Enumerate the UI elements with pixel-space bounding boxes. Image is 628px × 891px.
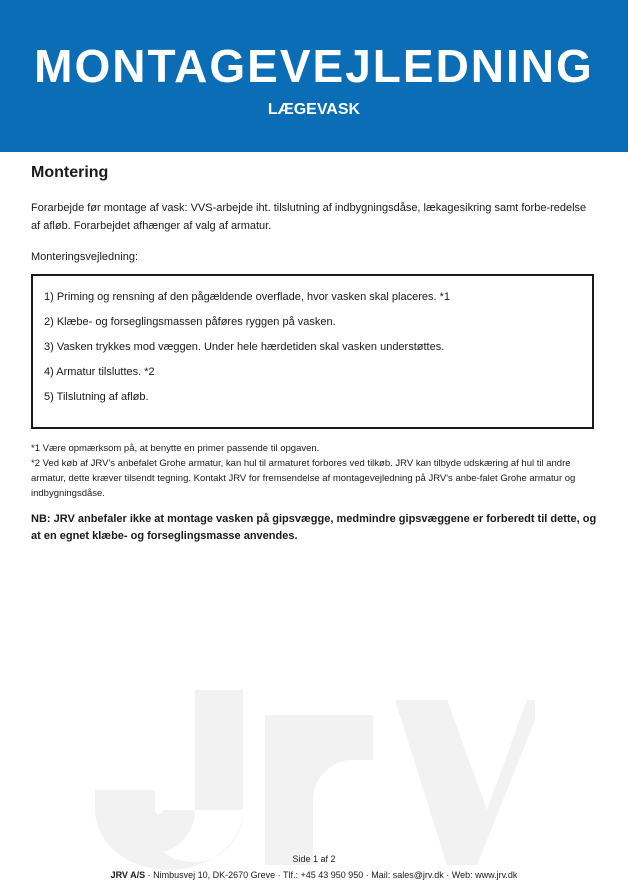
footer-company: JRV A/S [110,870,146,880]
warning-note: NB: JRV anbefaler ikke at montage vasken på gipsvægge, medmindre gipsvæggene er forberedt til dette, og at en egnet klæbe- og forseglingsmasse anvendes. [31,513,597,542]
footnotes [31,441,597,501]
list-item: 4) Armatur tilsluttes. *2 [44,366,155,378]
list-item: 3) Vasken trykkes mod væggen. Under hele hærdetiden skal vasken understøttes. [44,341,445,353]
jrv-logo-watermark [95,680,535,870]
footnote-1: *1 Være opmærksom på, at benytte en primer passende til opgaven. [31,443,320,454]
watermark-text: JRV [95,680,97,681]
page-number: Side 1 af 2 [292,854,336,864]
header-banner [0,0,628,152]
footer-contact [0,869,628,881]
footnote-2: *2 Ved køb af JRV's anbefalet Grohe armatur, kan hul til armaturet forbores ved tilkøb. JRV kan tilbyde udskæring af hul til andre armatur, dette kræver tilsendt tegning. Kontakt JRV for fremsendelse af montagevejledning på JRV's anbe-falet Grohe armatur og indbygningsdåse. [31,458,576,499]
section-title: Montering [31,164,109,181]
list-item: 1) Priming og rensning af den pågældende overflade, hvor vasken skal placeres. *1 [44,291,451,303]
steps-box [31,274,594,429]
intro-paragraph: Forarbejde før montage af vask: VVS-arbejde iht. tilslutning af indbygningsdåse, lækagesikring samt forbe-redelse af afløb. Forarbejdet afhænger af valg af armatur. [31,202,587,232]
list-item: 2) Klæbe- og forseglingsmassen påføres ryggen på vasken. [44,316,336,328]
list-item: 5) Tilslutning af afløb. [44,391,149,403]
steps-heading: Monteringsvejledning: [31,251,139,263]
document-title: MONTAGEVEJLEDNING [34,40,594,92]
footer-details: · Nimbusvej 10, DK-2670 Greve · Tlf.: +45 43 950 950 · Mail: sales@jrv.dk · Web: www.jrv.dk [145,870,518,880]
main-content [31,163,597,545]
document-subtitle: LÆGEVASK [267,101,361,118]
